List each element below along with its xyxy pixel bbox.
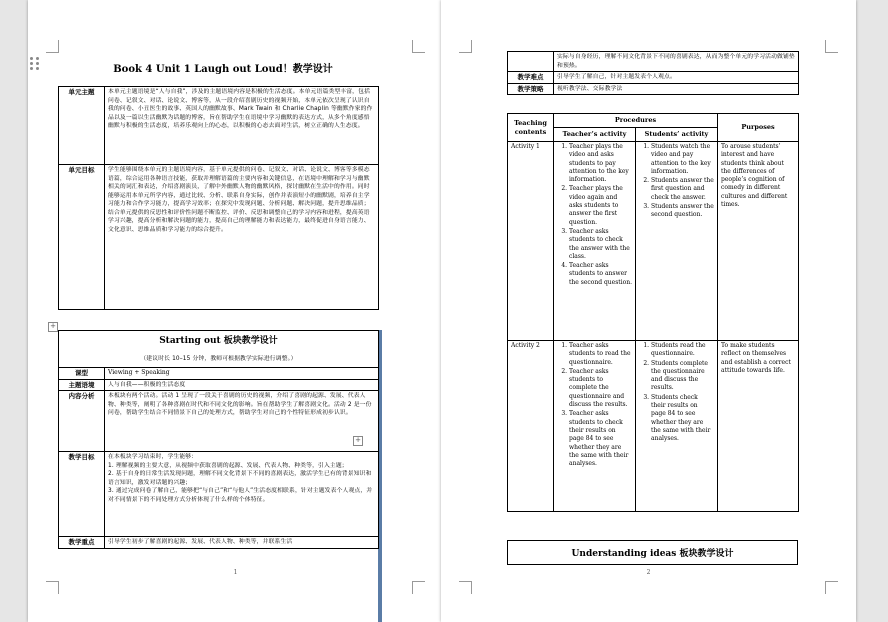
list-item: 2. Teacher plays the video again and asks students to answer the first question. [569, 185, 632, 226]
list-item: 3. Students check their results on page 84 to see whether they are the same with their analyses. [651, 394, 714, 444]
crop-mark [412, 40, 425, 53]
row-content[interactable]: 本单元主题语境是“人与自我”，涉及的主题语境内容是积极的生活态度。本单元语篇类型丰富，包括问卷、记叙文、对话、论说文、博客等，从一段介绍喜剧历史的视频开始，本单元依次呈现了认识自我的问卷、小丑医生的故事、英国人的幽默故事、Mark Twain 和 Charlie Chaplin 等幽默作家的作品以及一篇以生活幽默为话题的博客，旨在帮助学生在语境中学习幽默的表达方式，从多个角度感悟幽默与积极的生活态度，培养乐观向上的心态，以积极的心态去面对生活，树立正确的人生态度。 [105, 87, 379, 165]
table-move-handle-icon[interactable]: + [48, 322, 58, 332]
page-number: 2 [646, 569, 651, 576]
document-page-2 [441, 0, 856, 622]
teacher-activity-cell[interactable] [554, 341, 636, 512]
next-section-title[interactable]: Understanding ideas 板块教学设计 [507, 540, 798, 565]
list-item: 3. Students answer the second question. [651, 203, 714, 220]
teacher-activity-cell[interactable] [554, 142, 636, 341]
students-activity-cell[interactable] [636, 142, 718, 341]
list-item: 2. Teacher asks students to complete the questionnaire and discuss the results. [569, 368, 632, 409]
procedures-table[interactable] [507, 113, 799, 512]
activity-name: Activity 2 [508, 341, 554, 512]
table-row [508, 142, 799, 341]
continued-table[interactable] [507, 51, 799, 95]
row-content[interactable]: 本板块有两个活动。活动 1 呈现了一段关于喜剧的历史的视频，介绍了喜剧的起源、发展、代表人物、种类等，阐明了各种喜剧在时代和不同文化的影响。旨在帮助学生了解喜剧文化。活动 2 是一份问卷，帮助学生结合不同情景下自己的处理方式，帮助学生对自己的个性特征形成初步认识。 [105, 391, 379, 452]
purpose-cell[interactable]: To make students reflect on themselves and establish a correct attitude towards life. [718, 341, 799, 512]
crop-mark [46, 40, 59, 53]
row-content[interactable]: Viewing + Speaking [105, 368, 379, 380]
row-label [508, 52, 554, 72]
row-label: 单元主题 [59, 87, 105, 165]
row-content[interactable]: 视听教学法、交际教学法 [554, 83, 799, 95]
table-header-row [508, 114, 799, 128]
teacher-activity-list [557, 342, 632, 468]
students-activity-list [639, 342, 714, 444]
row-content[interactable]: 引导学生了解自己，针对主题发表个人观点。 [554, 72, 799, 84]
row-content[interactable]: 人与自我——积极的生活态度 [105, 379, 379, 391]
header-procedures: Procedures [554, 114, 718, 128]
row-label: 主题语境 [59, 379, 105, 391]
row-label: 教学难点 [508, 72, 554, 84]
page-number: 1 [233, 569, 238, 576]
table-row [59, 165, 379, 310]
header-teacher-activity: Teacher’s activity [554, 128, 636, 142]
list-item: 2. Students complete the questionnaire and discuss the results. [651, 360, 714, 393]
list-item: 3. Teacher asks students to check their results on page 84 to see whether they are the same with their analyses. [569, 410, 632, 468]
document-title: Book 4 Unit 1 Laugh out Loud！教学设计 [113, 64, 333, 75]
table-row [59, 352, 379, 368]
table-row [508, 52, 799, 72]
starting-out-table[interactable] [58, 330, 379, 549]
teacher-activity-list [557, 143, 632, 287]
list-item: 1. Teacher plays the video and asks students to pay attention to the key information. [569, 143, 632, 184]
row-label: 教学重点 [59, 537, 105, 549]
students-activity-cell[interactable] [636, 341, 718, 512]
document-page-1 [28, 0, 443, 622]
list-item: 2. Students answer the first question and check the answer. [651, 177, 714, 202]
header-teaching-contents: Teaching contents [508, 114, 554, 142]
table-row [59, 87, 379, 165]
row-content[interactable]: 实际与自身经历，理解不同文化背景下不同的喜剧表达，从而为整个单元的学习活动做铺垫和预热。 [554, 52, 799, 72]
table-row [59, 331, 379, 352]
row-label: 单元目标 [59, 165, 105, 310]
table-row [508, 341, 799, 512]
students-activity-list [639, 143, 714, 220]
row-label: 课型 [59, 368, 105, 380]
crop-mark [459, 40, 472, 53]
header-students-activity: Students’ activity [636, 128, 718, 142]
table-row [59, 368, 379, 380]
list-item: 1. Students read the questionnaire. [651, 342, 714, 359]
table-row [508, 72, 799, 84]
crop-mark [825, 581, 838, 594]
table-row [59, 452, 379, 537]
crop-mark [459, 581, 472, 594]
table-row [59, 537, 379, 549]
crop-mark [412, 581, 425, 594]
table-row [59, 379, 379, 391]
section-subtitle: （建议时长 10–15 分钟，教师可根据教学实际进行调整。） [59, 352, 379, 368]
purpose-cell[interactable]: To arouse students’ interest and have students think about the differences of people’s cognition of comedy in different cultures and different times. [718, 142, 799, 341]
header-purposes: Purposes [718, 114, 799, 142]
table-add-handle-icon[interactable]: + [353, 436, 363, 446]
list-item: 4. Teacher asks students to answer the second question. [569, 262, 632, 287]
section-title: Starting out 板块教学设计 [59, 331, 379, 352]
activity-name: Activity 1 [508, 142, 554, 341]
table-row [59, 391, 379, 452]
list-item: 3. Teacher asks students to check the answer with the class. [569, 228, 632, 261]
row-label: 教学目标 [59, 452, 105, 537]
starting-out-frame [58, 330, 382, 622]
row-content[interactable]: 引导学生初步了解喜剧的起源、发展、代表人物、种类等，并联系生活 [105, 537, 379, 549]
table-row [508, 83, 799, 95]
crop-mark [825, 40, 838, 53]
row-label: 教学策略 [508, 83, 554, 95]
row-content[interactable]: 在本板块学习结束时，学生能够： 1. 理解视频的主要大意，从视频中获取喜剧的起源、发展、代表人物、种类等，引入主题； 2. 基于自身的日常生活发现问题，理解不同文化背景下不同的喜剧表达，激活学生已有的背景知识和语言知识，激发对话题的兴趣； 3. 通过完成问卷了解自己，能够把“与自己”和“与他人”生活态度相联系，针对主题发表个人观点，并对不同情景下的不同处理方式分析体现了什么样的个体特征。 [105, 452, 379, 537]
row-content[interactable]: 学生能够围绕本单元的主题语境内容，基于单元提供的问卷、记叙文、对话、论说文、博客等多模态语篇，综合运用各种语言技能，获取并理解语篇的主要内容和关键信息，在语境中理解和学习与幽默相关的词汇和表达，介绍喜剧演员，了解中外幽默人物的幽默风格，探讨幽默在生活中的作用。同时能够运用本单元所学内容，通过比较、分析、联系自身实际，创作并表演短小的幽默剧，培养自主学习能力和合作学习能力，提高学习效率；在探究中发现问题、分析问题、解决问题，提升思维品质；结合单元提供的反思性和评价性问题不断监控、评价、反思和调整自己的学习内容和进程，提高英语学习兴趣，提高分析和解决问题的能力，提高自己的理解能力和表达能力，最终促进自身语言能力、文化意识、思维品质和学习能力的综合提升。 [105, 165, 379, 310]
list-item: 1. Teacher asks students to read the questionnaire. [569, 342, 632, 367]
list-item: 1. Students watch the video and pay attention to the key information. [651, 143, 714, 176]
row-label: 内容分析 [59, 391, 105, 452]
unit-overview-table[interactable] [58, 86, 379, 310]
drag-grip-icon[interactable] [30, 57, 40, 71]
